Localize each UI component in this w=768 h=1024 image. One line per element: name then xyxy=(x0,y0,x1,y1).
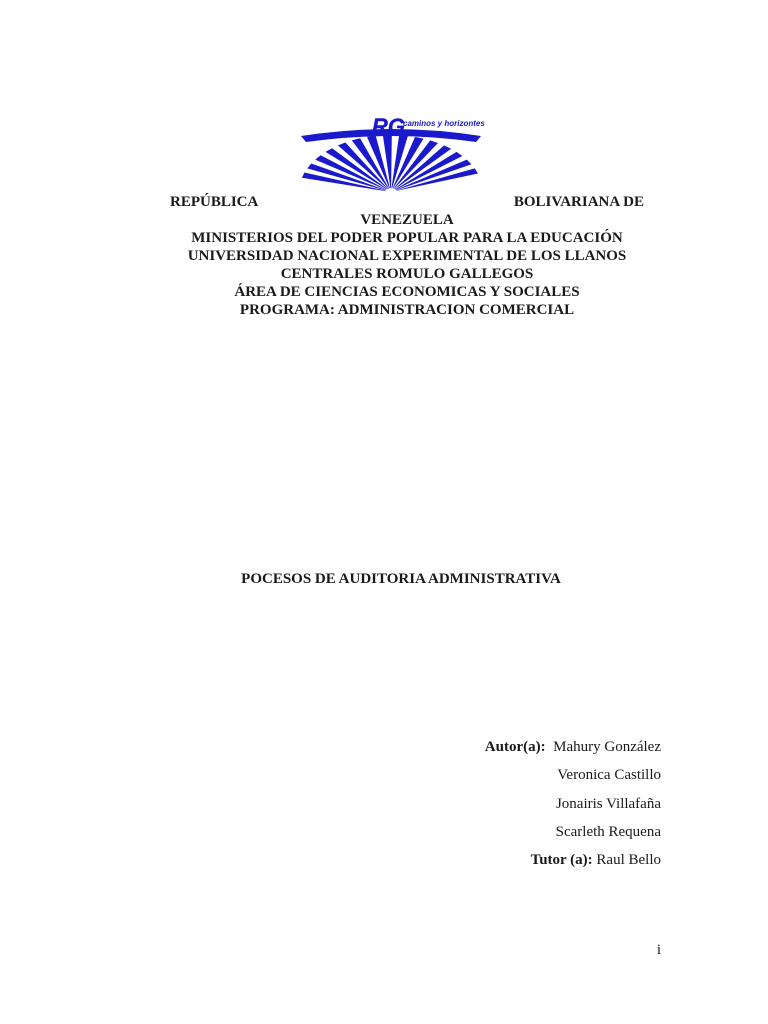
header-line: VENEZUELA xyxy=(360,212,454,228)
university-logo xyxy=(296,110,486,196)
header-republica: REPÚBLICA xyxy=(170,194,259,210)
header-line: CENTRALES ROMULO GALLEGOS xyxy=(280,266,534,282)
header-line: ÁREA DE CIENCIAS ECONOMICAS Y SOCIALES xyxy=(234,284,580,300)
author-name: Scarleth Requena xyxy=(555,823,661,840)
logo-text: caminos y horizontes xyxy=(403,119,485,128)
tutor-line xyxy=(485,851,661,879)
header-line: UNIVERSIDAD NACIONAL EXPERIMENTAL DE LOS LLANOS xyxy=(187,248,627,264)
header-bolivariana: BOLIVARIANA DE xyxy=(513,194,644,210)
header-line: MINISTERIOS DEL PODER POPULAR PARA LA EDUCACIÓN xyxy=(191,230,623,246)
header-line: PROGRAMA: ADMINISTRACION COMERCIAL xyxy=(239,302,575,318)
author-name: Jonairis Villafaña xyxy=(555,795,661,812)
header-line xyxy=(170,193,644,211)
author-label: Autor(a): xyxy=(484,739,546,755)
tutor-name: Raul Bello xyxy=(596,852,661,869)
institution-header xyxy=(170,193,644,319)
author-name: Veronica Castillo xyxy=(557,767,661,784)
authors-block xyxy=(485,738,661,879)
logo-initials: RG xyxy=(372,114,405,139)
tutor-label: Tutor (a): xyxy=(530,852,593,869)
document-title: POCESOS DE AUDITORIA ADMINISTRATIVA xyxy=(241,571,561,587)
author-name: Mahury González xyxy=(553,739,661,755)
page-number: i xyxy=(656,942,661,958)
author-line xyxy=(485,738,661,766)
